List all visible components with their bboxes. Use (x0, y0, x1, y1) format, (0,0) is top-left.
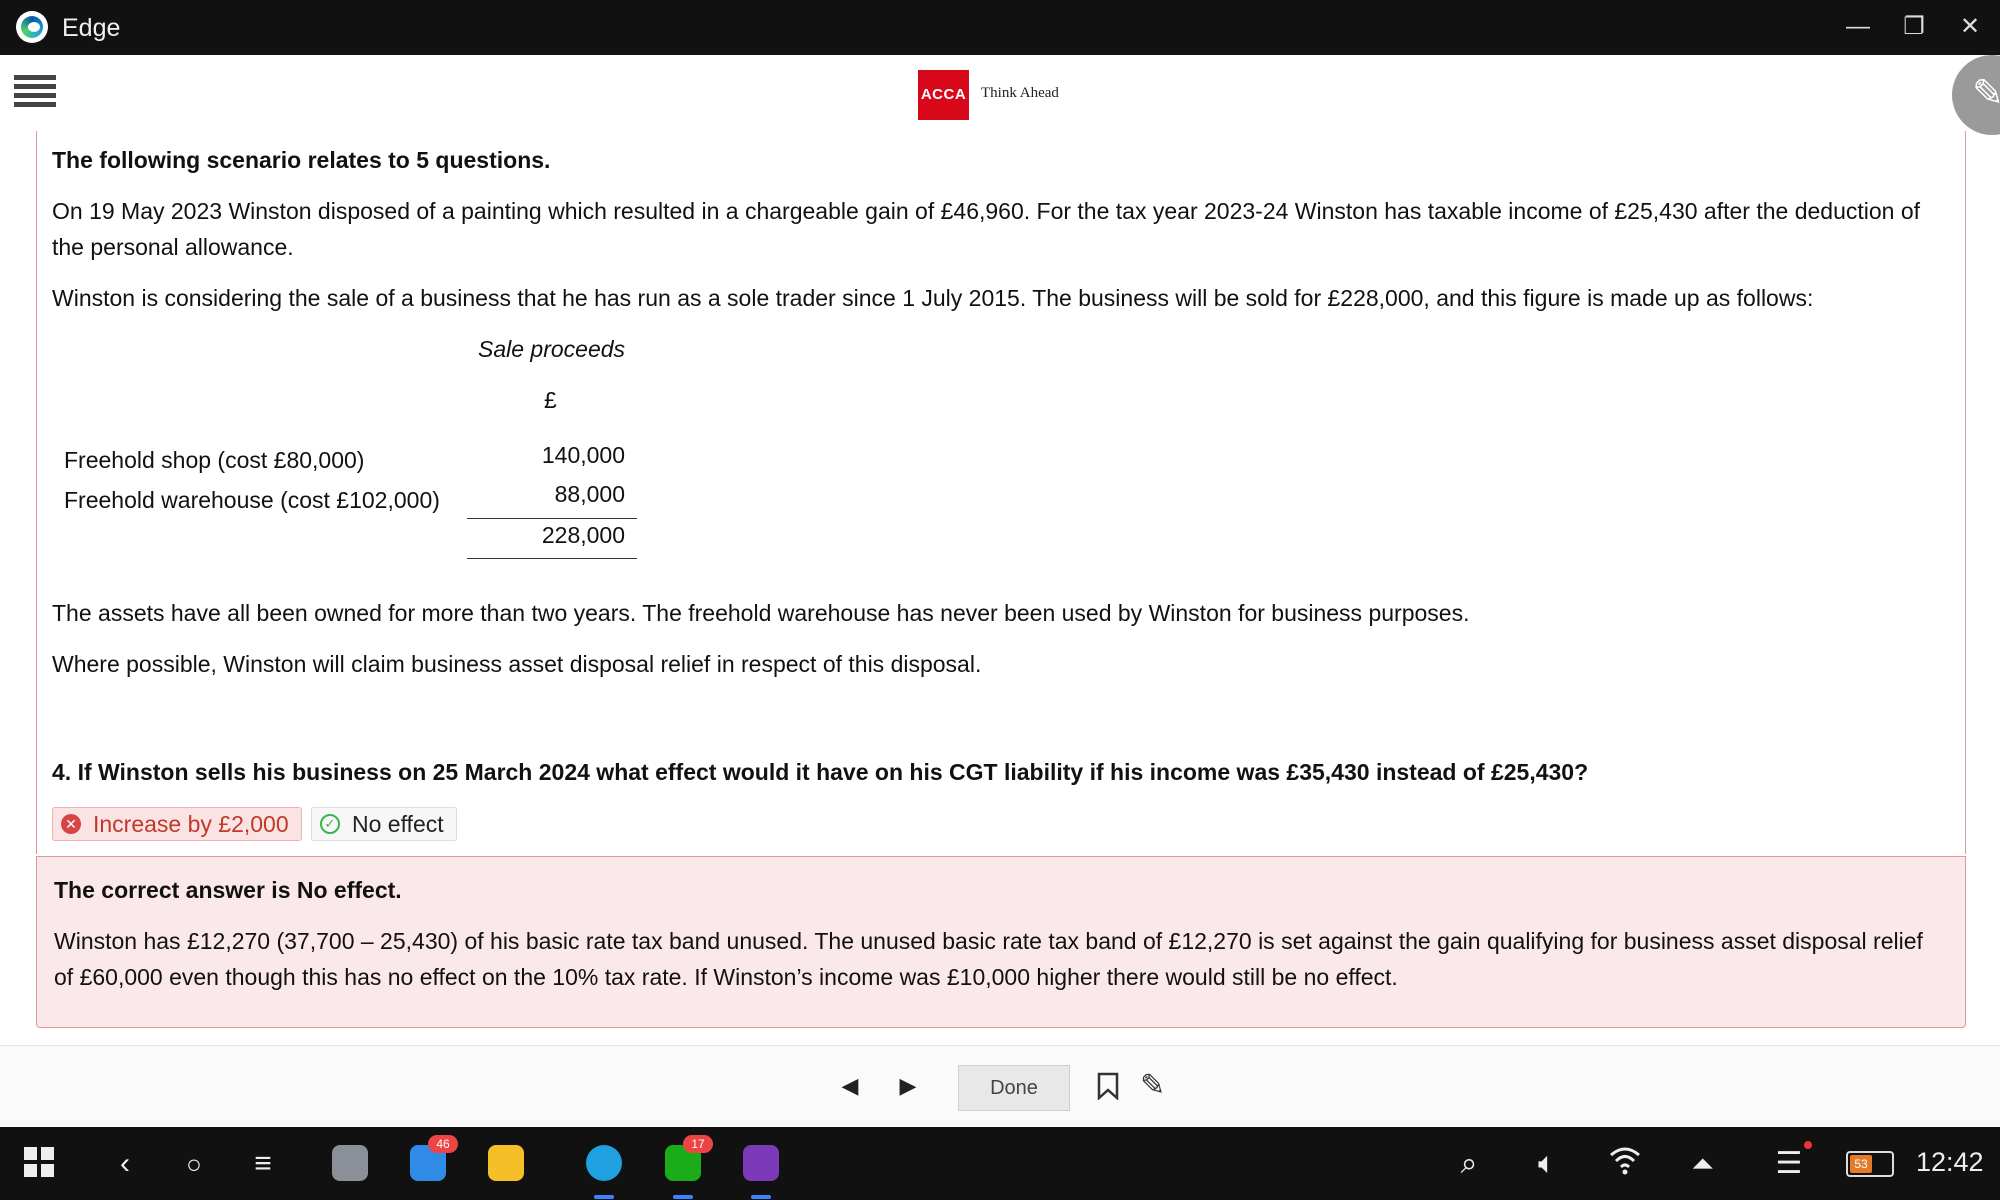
acca-logo: ACCA (918, 70, 969, 120)
check-icon: ✓ (320, 814, 340, 834)
logo-tagline: Think Ahead (981, 85, 1059, 101)
mail-app-icon[interactable] (410, 1137, 450, 1181)
explanation-panel (36, 856, 1966, 1028)
search-icon[interactable]: ⌕ (1460, 1147, 1478, 1180)
bookmark-icon[interactable] (1096, 1072, 1120, 1100)
back-icon[interactable]: ‹ (120, 1147, 130, 1180)
battery-level: 53 (1850, 1155, 1872, 1173)
scenario-paragraph-1: On 19 May 2023 Winston disposed of a painting which resulted in a chargeable gain of £46,960. For the tax year 2023-24 Winston has taxable income of £25,430 after the deduction of the personal allowance. (52, 198, 1921, 260)
answer-option-selected[interactable] (52, 807, 302, 841)
scenario-paragraph-3: The assets have all been owned for more than two years. The freehold warehouse has never been used by Winston for business purposes. (52, 600, 1470, 626)
answer-label: Increase by £2,000 (93, 811, 289, 837)
wechat-app-icon[interactable] (665, 1137, 705, 1181)
answer-label: No effect (352, 811, 444, 837)
notification-dot (1804, 1141, 1812, 1149)
restore-icon[interactable]: ❐ (1903, 13, 1925, 40)
next-icon[interactable]: ▶ (899, 1073, 917, 1098)
question-text: 4. If Winston sells his business on 25 March 2024 what effect would it have on his CGT liability if his income was £35,430 instead of £25,430? (52, 759, 1589, 785)
files-app-icon[interactable] (488, 1145, 524, 1181)
explanation-heading: The correct answer is No effect. (54, 877, 402, 903)
previous-icon[interactable]: ◀ (841, 1073, 859, 1098)
wrong-x-icon: ✕ (61, 814, 81, 834)
wechat-badge: 17 (683, 1135, 713, 1153)
start-grid-icon[interactable] (20, 1145, 58, 1183)
onenote-app-icon[interactable] (743, 1145, 779, 1181)
home-icon[interactable]: ○ (186, 1149, 202, 1179)
table-divider (467, 518, 637, 519)
minimize-icon[interactable]: — (1846, 13, 1870, 40)
recent-apps-icon[interactable]: ≡ (254, 1147, 272, 1180)
settings-app-icon[interactable] (332, 1145, 368, 1181)
pencil-icon[interactable]: ✎ (1140, 1069, 1166, 1102)
system-taskbar (0, 1127, 2000, 1200)
edge-icon (16, 11, 48, 43)
table-row-label: Freehold warehouse (cost £102,000) (64, 487, 440, 513)
table-col-header: Sale proceeds (478, 336, 626, 362)
table-divider (467, 558, 637, 559)
scenario-paragraph-4: Where possible, Winston will claim business asset disposal relief in respect of this disposal. (52, 651, 982, 677)
edge-taskbar-icon[interactable] (586, 1145, 622, 1181)
scenario-intro: The following scenario relates to 5 questions. (52, 147, 551, 173)
scenario-paragraph-2: Winston is considering the sale of a business that he has run as a sole trader since 1 July 2015. The business will be sold for £228,000, and this figure is made up as follows: (52, 285, 1814, 311)
question-toolbar (0, 1045, 2000, 1128)
wifi-icon[interactable] (1606, 1145, 1644, 1183)
table-row-value: 88,000 (554, 481, 625, 507)
table-row-label: Freehold shop (cost £80,000) (64, 447, 365, 473)
mail-badge: 46 (428, 1135, 458, 1153)
up-arrow-circle-icon[interactable]: ⏶ (1691, 1148, 1715, 1179)
active-app-indicator (673, 1195, 693, 1199)
menu-list-icon[interactable] (14, 75, 56, 109)
table-row-value: 140,000 (541, 442, 625, 468)
close-icon[interactable]: ✕ (1959, 13, 1981, 40)
clock: 12:42 (1916, 1147, 1984, 1177)
explanation-body: Winston has £12,270 (37,700 – 25,430) of his basic rate tax band unused. The unused basic rate tax band of £12,270 is set against the gain qualifying for business asset disposal relief of £60,000 even though this has no effect on the 10% tax rate. If Winston’s income was £10,000 higher there would still be no effect. (54, 928, 1923, 990)
battery-icon (1846, 1151, 1894, 1177)
volume-icon[interactable]: 🔈︎ (1538, 1147, 1556, 1180)
app-header (0, 55, 2000, 131)
answer-option-correct[interactable] (311, 807, 457, 841)
window-title: Edge (62, 14, 121, 42)
table-total: 228,000 (541, 522, 625, 548)
active-app-indicator (594, 1195, 614, 1199)
notification-list-icon[interactable]: ☰ (1775, 1147, 1803, 1180)
active-app-indicator (751, 1195, 771, 1199)
table-col-unit: £ (544, 387, 557, 413)
done-button[interactable]: Done (958, 1065, 1070, 1111)
window-titlebar (0, 0, 2000, 55)
